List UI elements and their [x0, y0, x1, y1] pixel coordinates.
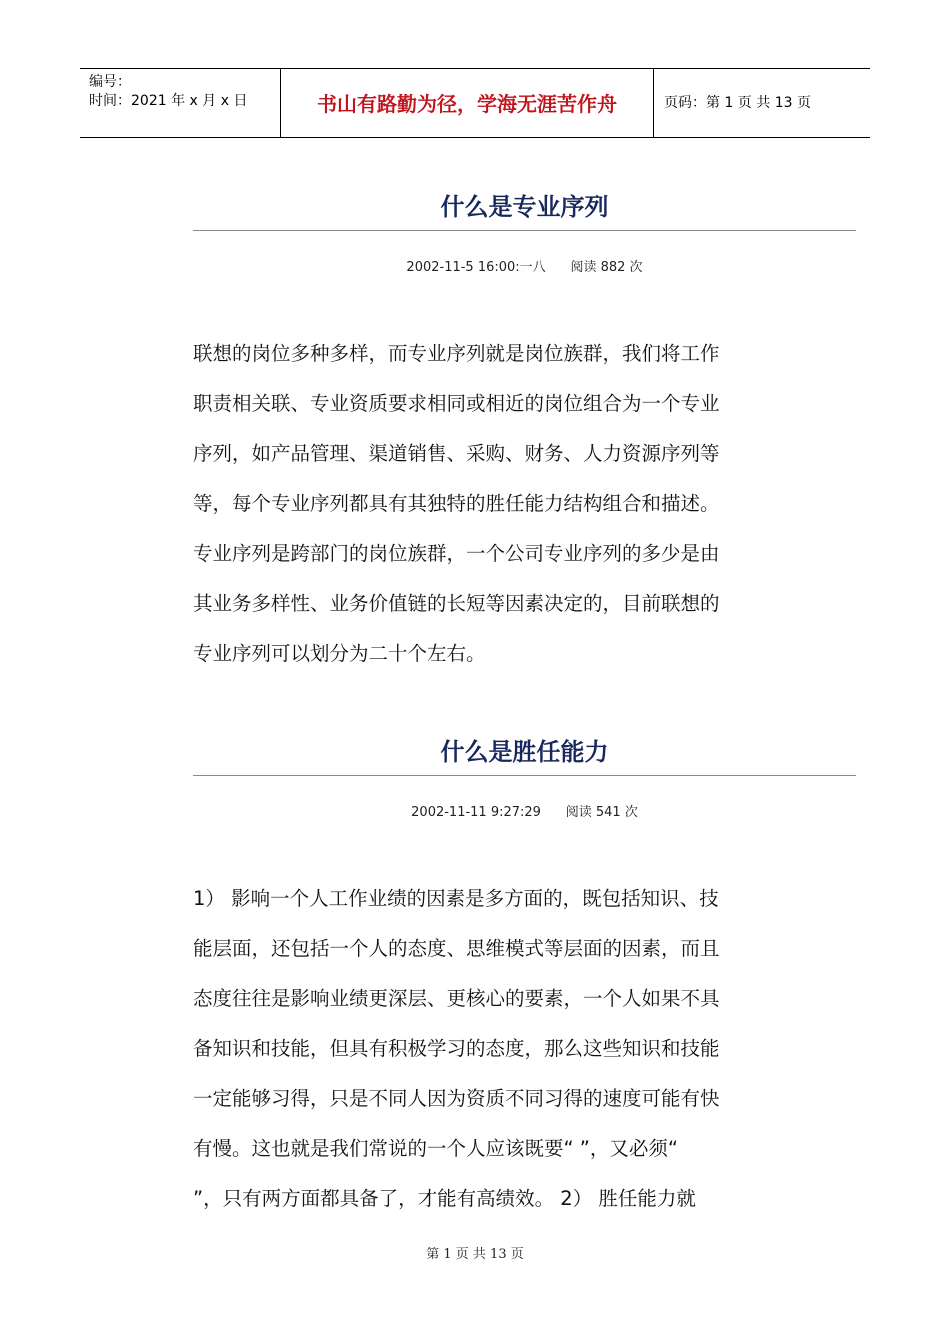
body-line: 态度往往是影响业绩更深层、更核心的要素，一个人如果不具 — [193, 987, 720, 1010]
body-line: 专业序列是跨部门的岗位族群，一个公司专业序列的多少是由 — [193, 542, 720, 565]
article-title: 什么是专业序列 — [440, 193, 609, 221]
header-page-cell — [654, 69, 870, 137]
article-title: 什么是胜任能力 — [440, 738, 609, 766]
body-line: 能层面，还包括一个人的态度、思维模式等层面的因素，而且 — [193, 937, 720, 960]
page-footer: 第 1 页 共 13 页 — [426, 1247, 524, 1262]
header-info-cell — [80, 69, 281, 137]
body-line: 有慢。这也就是我们常说的一个人应该既要“ ”，又必须“ — [193, 1137, 679, 1160]
time-label: 时间：2021 年 x 月 x 日 — [89, 93, 248, 109]
header-motto-cell — [281, 69, 654, 137]
article-meta: 2002-11-11 9:27:29 阅读 541 次 — [411, 805, 638, 820]
title-divider — [193, 230, 856, 231]
number-label: 编号： — [89, 74, 131, 90]
body-line: 专业序列可以划分为二十个左右。 — [193, 642, 486, 665]
body-line: 一定能够习得，只是不同人因为资质不同习得的速度可能有快 — [193, 1087, 720, 1110]
body-line: 联想的岗位多种多样，而专业序列就是岗位族群，我们将工作 — [193, 342, 720, 365]
motto: 书山有路勤为径，学海无涯苦作舟 — [317, 92, 617, 116]
document-header — [80, 68, 870, 138]
page-info: 页码：第 1 页 共 13 页 — [664, 95, 811, 111]
body-line: ”，只有两方面都具备了，才能有高绩效。 2） 胜任能力就 — [193, 1187, 696, 1210]
body-line: 其业务多样性、业务价值链的长短等因素决定的，目前联想的 — [193, 592, 720, 615]
body-line: 序列，如产品管理、渠道销售、采购、财务、人力资源序列等 — [193, 442, 720, 465]
body-line: 职责相关联、专业资质要求相同或相近的岗位组合为一个专业 — [193, 392, 720, 415]
title-divider — [193, 775, 856, 776]
body-line: 等，每个专业序列都具有其独特的胜任能力结构组合和描述。 — [193, 492, 720, 515]
body-line: 1） 影响一个人工作业绩的因素是多方面的，既包括知识、技 — [193, 887, 719, 910]
body-line: 备知识和技能，但具有积极学习的态度，那么这些知识和技能 — [193, 1037, 720, 1060]
article-body — [193, 329, 756, 679]
article-body — [193, 874, 756, 1224]
article-meta: 2002-11-5 16:00:一八 阅读 882 次 — [406, 260, 643, 275]
